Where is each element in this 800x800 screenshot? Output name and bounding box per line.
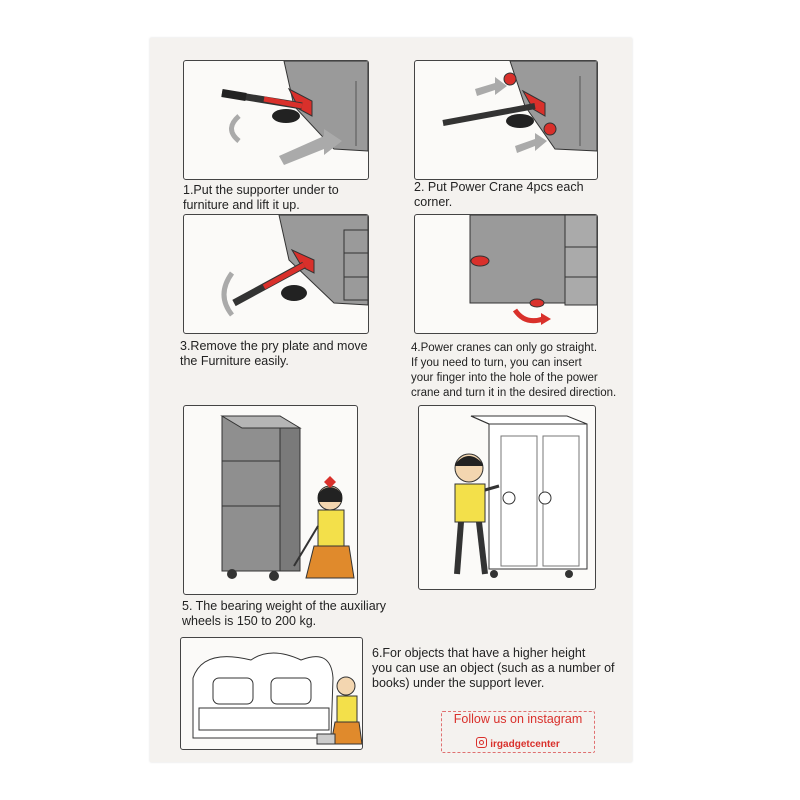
instagram-follow-box <box>441 711 595 753</box>
turn-crane-drawing <box>415 215 597 333</box>
sofa-girl-drawing <box>181 638 362 749</box>
instagram-handle[interactable]: irgadgetcenter <box>490 739 560 750</box>
lever-lift-drawing <box>184 61 368 179</box>
step-4-illustration <box>414 214 598 334</box>
wardrobe-boy-drawing <box>419 406 595 589</box>
step-5-illustration <box>183 405 358 595</box>
step-1-illustration <box>183 60 369 180</box>
step-3-illustration <box>183 214 369 334</box>
cabinet-girl-drawing <box>184 406 357 594</box>
remove-plate-drawing <box>184 215 368 333</box>
instagram-handle-row[interactable] <box>442 737 594 750</box>
step-4-caption: 4.Power cranes can only go straight. If you need to turn, you can insert your finger into the hole of the power crane and turn it in the desired direction. <box>411 342 617 399</box>
step-2-illustration <box>414 60 598 180</box>
crane-corners-drawing <box>415 61 597 179</box>
step-6-illustration-sofa <box>180 637 363 750</box>
follow-title: Follow us on instagram <box>453 712 583 726</box>
step-6-caption: 6.For objects that have a higher height you can use an object (such as a number of books) under the support lever. <box>372 646 615 690</box>
step-2-caption: 2. Put Power Crane 4pcs each corner. <box>414 180 584 209</box>
step-3-caption: 3.Remove the pry plate and move the Furniture easily. <box>180 339 368 368</box>
instagram-icon <box>476 737 487 748</box>
step-1-caption: 1.Put the supporter under to furniture and lift it up. <box>183 183 339 212</box>
step-6-illustration <box>418 405 596 590</box>
step-5-caption: 5. The bearing weight of the auxiliary wheels is 150 to 200 kg. <box>182 599 387 628</box>
